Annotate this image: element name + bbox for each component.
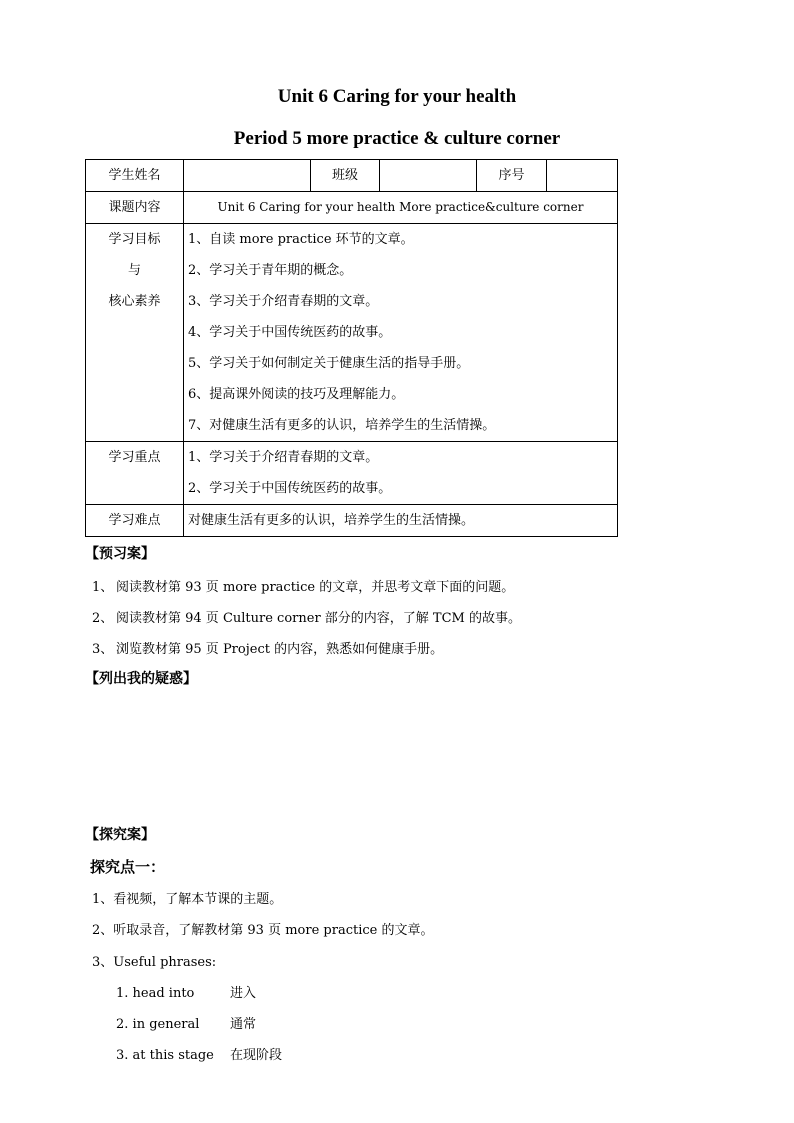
list-item: 2、学习关于青年期的概念。 — [188, 263, 353, 278]
lesson-info-table — [85, 159, 618, 537]
list-item: 6、提高课外阅读的技巧及理解能力。 — [188, 387, 405, 402]
class-field[interactable] — [380, 160, 477, 192]
phrase-chinese: 在现阶段 — [230, 1048, 283, 1063]
preview-heading: 【预习案】 — [85, 546, 155, 562]
item-number: 1、 — [92, 580, 114, 595]
phrase-row — [116, 1013, 256, 1032]
phrase-row — [116, 1044, 282, 1063]
explore-item: 1、看视频，了解本节课的主题。 — [92, 892, 283, 907]
goals-label-line: 与 — [127, 263, 141, 278]
table-row — [86, 192, 618, 224]
focus-label — [86, 442, 184, 505]
explore-heading: 【探究案】 — [85, 827, 155, 843]
focus-list — [184, 442, 618, 505]
table-row — [86, 505, 618, 537]
phrase-chinese: 进入 — [230, 986, 257, 1001]
list-item: 4、学习关于中国传统医药的故事。 — [188, 325, 392, 340]
list-item: 3、学习关于介绍青春期的文章。 — [188, 294, 379, 309]
table-row — [86, 224, 618, 442]
goals-label-line: 核心素养 — [108, 294, 161, 309]
seat-field[interactable] — [547, 160, 618, 192]
phrase-english: 1. head into — [116, 986, 195, 1001]
phrase-english: 3. at this stage — [116, 1048, 214, 1063]
item-text: 阅读教材第 94 页 Culture corner 部分的内容，了解 TCM 的故事。 — [116, 611, 521, 626]
difficulty-value: 对健康生活有更多的认识，培养学生的生活情操。 — [184, 505, 618, 537]
preview-item — [92, 638, 443, 657]
table-row — [86, 442, 618, 505]
list-item: 1、自读 more practice 环节的文章。 — [188, 232, 414, 247]
goals-label-line: 学习目标 — [108, 232, 161, 247]
explore-point-title: 探究点一： — [90, 858, 166, 876]
list-item: 7、对健康生活有更多的认识，培养学生的生活情操。 — [188, 418, 496, 433]
document-subtitle: Period 5 more practice & culture corner — [233, 128, 561, 149]
goals-list — [184, 224, 618, 442]
item-text: 阅读教材第 93 页 more practice 的文章，并思考文章下面的问题。 — [116, 580, 515, 595]
student-name-label: 学生姓名 — [86, 160, 184, 192]
seat-label: 序号 — [477, 160, 547, 192]
student-name-field[interactable] — [184, 160, 311, 192]
preview-item — [92, 607, 521, 626]
topic-label: 课题内容 — [86, 192, 184, 224]
item-number: 2、 — [92, 611, 114, 626]
table-row — [86, 160, 618, 192]
topic-value: Unit 6 Caring for your health More practice&culture corner — [184, 192, 618, 224]
item-text: 浏览教材第 95 页 Project 的内容，熟悉如何健康手册。 — [116, 642, 444, 657]
explore-item: 3、Useful phrases: — [92, 955, 217, 970]
phrase-english: 2. in general — [116, 1017, 200, 1032]
phrase-row — [116, 982, 256, 1001]
list-item: 1、学习关于介绍青春期的文章。 — [188, 450, 379, 465]
class-label: 班级 — [311, 160, 380, 192]
phrase-chinese: 通常 — [230, 1017, 257, 1032]
preview-item — [92, 576, 514, 595]
focus-label-text: 学习重点 — [108, 450, 161, 465]
explore-item: 2、听取录音，了解教材第 93 页 more practice 的文章。 — [92, 923, 434, 938]
document-title: Unit 6 Caring for your health — [277, 86, 517, 107]
item-number: 3、 — [92, 642, 114, 657]
doubts-heading: 【列出我的疑惑】 — [85, 671, 197, 687]
goals-label — [86, 224, 184, 442]
list-item: 5、学习关于如何制定关于健康生活的指导手册。 — [188, 356, 470, 371]
list-item: 2、学习关于中国传统医药的故事。 — [188, 481, 392, 496]
difficulty-label: 学习难点 — [86, 505, 184, 537]
